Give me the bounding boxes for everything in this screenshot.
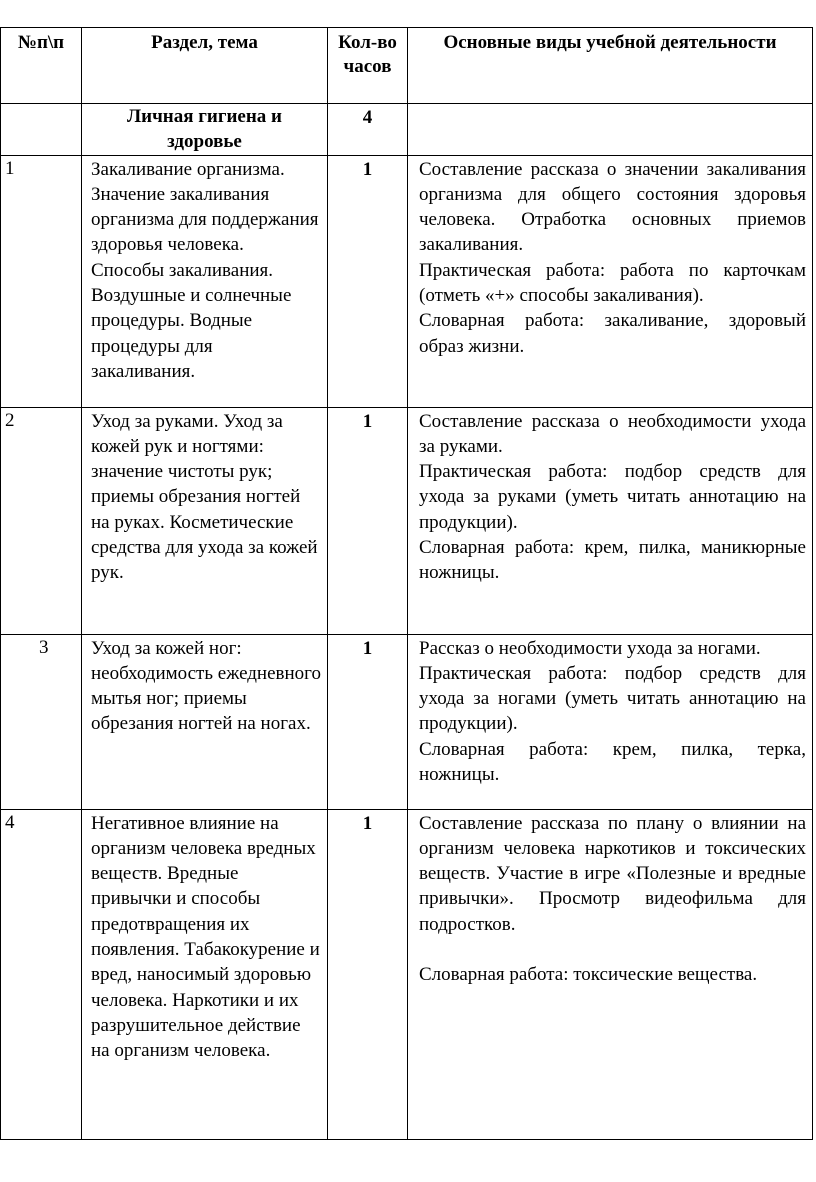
row-topic: Уход за руками. Уход за кожей рук и ногтями: значение чистоты рук; приемы обрезания ногтей на руках. Косметические средства для ухода за кожей рук. <box>82 407 328 634</box>
row-activities <box>408 407 813 634</box>
table-row <box>1 407 813 634</box>
activity-text: Словарная работа: токсические вещества. <box>419 964 758 986</box>
row-num: 3 <box>1 634 82 809</box>
header-hours <box>328 28 408 104</box>
section-hours: 4 <box>328 104 408 156</box>
section-row <box>1 104 813 156</box>
row-topic: Уход за кожей ног: необходимость ежедневного мытья ног; приемы обрезания ногтей на ногах. <box>82 634 328 809</box>
header-topic: Раздел, тема <box>82 28 328 104</box>
row-activities <box>408 634 813 809</box>
section-num <box>1 104 82 156</box>
activity-text: Практическая работа: работа по карточкам (отметь «+» способы закаливания). <box>419 259 806 307</box>
activity-text: Словарная работа: закаливание, здоровый образ жизни. <box>419 310 806 357</box>
activity-text: Составление рассказа по плану о влиянии на организм человека наркотиков и токсических веществ. Участие в игре «Полезные и вредные привычки». Просмотр видеофильма для подростков. <box>419 812 806 935</box>
section-title: Личная гигиена и здоровье <box>82 104 328 156</box>
header-activities: Основные виды учебной деятельности <box>408 28 813 104</box>
row-hours: 1 <box>328 809 408 1139</box>
row-num: 4 <box>1 809 82 1139</box>
activity-text: Словарная работа: крем, пилка, маникюрные ножницы. <box>419 537 806 584</box>
row-activities <box>408 155 813 407</box>
row-hours: 1 <box>328 155 408 407</box>
row-activities <box>408 809 813 1139</box>
row-hours: 1 <box>328 407 408 634</box>
activity-text: Словарная работа: крем, пилка, терка, ножницы. <box>419 738 806 786</box>
table-row <box>1 155 813 407</box>
header-num: №п\п <box>1 28 82 104</box>
row-hours: 1 <box>328 634 408 809</box>
header-row <box>1 28 813 104</box>
row-num: 1 <box>1 155 82 407</box>
row-topic: Негативное влияние на организм человека вредных веществ. Вредные привычки и способы предотвращения их появления. Табакокурение и вред, наносимый здоровью человека. Наркотики и их разрушительное действие на организм человека. <box>82 809 328 1139</box>
activity-text: Рассказ о необходимости ухода за ногами. <box>419 637 761 659</box>
row-topic: Закаливание организма. Значение закаливания организма для поддержания здоровья человека. Способы закаливания. Воздушные и солнечные процедуры. Водные процедуры для закаливания. <box>82 155 328 407</box>
lesson-plan-table <box>0 27 813 1140</box>
activity-text: Составление рассказа о необходимости ухода за руками. <box>419 410 806 457</box>
header-hours-text: Кол-во часов <box>338 32 397 77</box>
table-row <box>1 634 813 809</box>
table-row <box>1 809 813 1139</box>
section-activities <box>408 104 813 156</box>
activity-text: Составление рассказа о значении закаливания организма для общего состояния здоровья человека. Отработка основных приемов закаливания. <box>419 158 806 256</box>
activity-text: Практическая работа: подбор средств для ухода за руками (уметь читать аннотацию на продукции). <box>419 461 806 533</box>
activity-text: Практическая работа: подбор средств для ухода за ногами (уметь читать аннотацию на продукции). <box>419 662 806 735</box>
row-num: 2 <box>1 407 82 634</box>
